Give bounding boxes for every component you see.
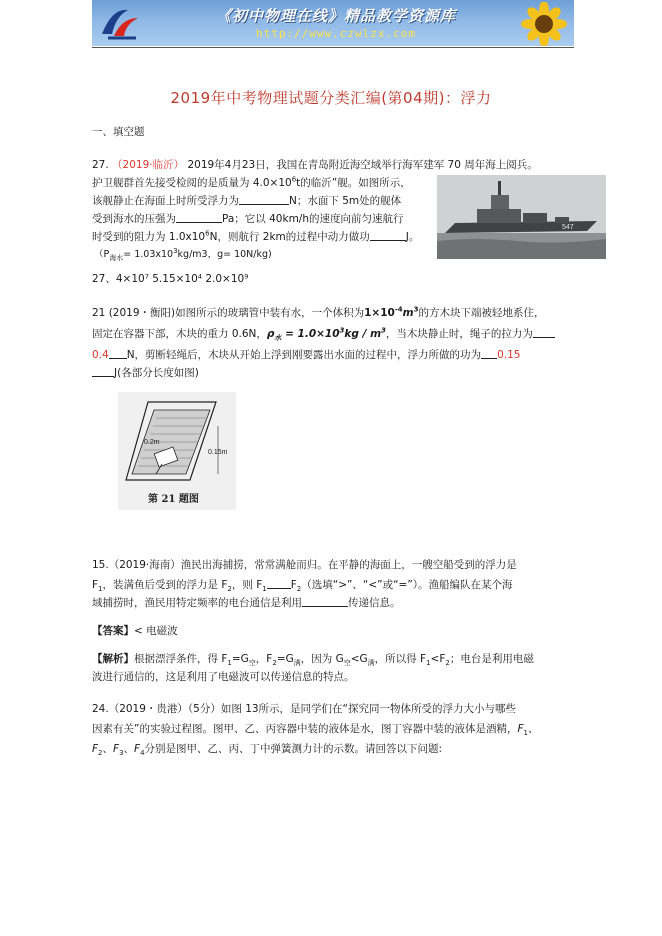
- q27-sub-6: 海水: [109, 253, 124, 262]
- q15-blank-1[interactable]: [267, 578, 291, 589]
- q27-answer: 27、4×10⁷ 5.15×10⁴ 2.0×10⁹: [92, 273, 249, 285]
- section-heading: 一、填空题: [92, 126, 145, 138]
- q21-line-2: [92, 327, 555, 341]
- q27-exp-2: 6: [291, 175, 297, 184]
- q27-text-5b: N，则航行 2km的过程中动力做功: [209, 231, 370, 243]
- answer-label: 【答案】: [92, 625, 134, 637]
- q15-blank-2[interactable]: [302, 596, 348, 607]
- figure-label-2: 0.15m: [208, 449, 228, 456]
- figure-label-1: 0.2m: [144, 439, 160, 446]
- q21-text-1b: 的方木块下端被轻地系住，: [418, 307, 545, 319]
- q15-line-1: 15.（2019·海南）渔民出海捕捞，常常满舱而归。在平静的海面上，一艘空船受到的浮力是: [92, 559, 517, 571]
- q21-blank-2b[interactable]: [92, 366, 114, 377]
- q15-analysis-2: 波进行通信的，这是利用了电磁波可以传递信息的特点。: [92, 671, 355, 683]
- q27-text-6b: = 1.03x10: [123, 249, 174, 260]
- q21-line-4: [92, 366, 199, 380]
- q27-text-5c: J。: [405, 231, 420, 243]
- q27-number: 27.: [92, 159, 109, 171]
- header-banner: [92, 0, 574, 46]
- header-rule: [92, 47, 574, 48]
- q27-text-3a: 该舰静止在海面上时所受浮力为: [92, 195, 239, 207]
- q27-text-3b: N；水面下 5m处的舰体: [289, 195, 402, 207]
- q27-blank-3[interactable]: [370, 230, 406, 241]
- page-title: 2019年中考物理试题分类汇编(第04期)：浮力: [170, 89, 492, 107]
- q24-line-2: 因素有关”的实验过程图。图甲、乙、丙容器中装的液体是水，图丁容器中装的液体是酒精，$F_1$、: [92, 723, 539, 738]
- site-title: 《初中物理在线》精品教学资源库: [215, 7, 456, 25]
- q21-text-1a: 21 (2019・衡阳)如图所示的玻璃管中装有水，一个体积为: [92, 307, 365, 319]
- q27-text-1: 2019年4月23日，我国在青岛附近海空域举行海军建军 70 周年海上阅兵。: [187, 159, 538, 171]
- q27-line-6: [94, 248, 272, 262]
- q21-blank-2[interactable]: [481, 348, 497, 359]
- q24-line-1: 24.（2019・贵港）（5分）如图 13所示，是同学们在“探究同一物体所受的浮力大小与哪些: [92, 703, 516, 715]
- q21-text-4: J(各部分长度如图): [114, 367, 199, 379]
- q27-text-4b: Pa；它以 40km/h的速度向前匀速航行: [222, 213, 404, 225]
- q27-blank-2[interactable]: [176, 212, 222, 223]
- site-url[interactable]: http://www.czwlzx.com: [255, 27, 417, 40]
- q27-source: （2019·临沂）: [112, 159, 185, 171]
- q27-text-5a: 时受到的阻力为 1.0x10: [92, 231, 206, 243]
- q27-text-2b: t的临沂”舰。如图所示，: [296, 177, 411, 189]
- q15-line-2: $F_1$，装满鱼后受到的浮力是 $F_2$，则 $F_1$ $F_2$（选填“>”、“<”或“=”）。渔船编队在某个海: [92, 579, 513, 594]
- q15-answer: [92, 624, 178, 638]
- q21-text-2a: 固定在容器下部，木块的重力 0.6N，: [92, 328, 267, 340]
- q27-line-4: [92, 212, 404, 226]
- q21-text-3a: N，剪断轻绳后，木块从开始上浮到刚要露出水面的过程中，浮力所做的功为: [126, 349, 482, 361]
- q27-text-2a: 护卫舰群首先接受检阅的是质量为 4.0×10: [92, 177, 292, 189]
- q21-blank-1[interactable]: [533, 327, 555, 338]
- q21-line-3: [92, 348, 520, 362]
- q27-text-6c: kg/m3，g= 10N/kg): [177, 249, 272, 260]
- q27-text-6a: （P: [94, 249, 110, 260]
- q27-text-4a: 受到海水的压强为: [92, 213, 176, 225]
- q21-blank-1b[interactable]: [109, 348, 127, 359]
- warship-photo: [437, 175, 606, 259]
- q27-exp-5: 6: [205, 229, 210, 238]
- q27-line-2: [92, 176, 411, 190]
- q21-text-2b: ，当木块静止时，绳子的拉力为: [385, 328, 533, 340]
- answer-text: < 电磁波: [134, 625, 178, 637]
- q27-line-1: [92, 158, 538, 172]
- svg-text:547: 547: [562, 224, 574, 231]
- q27-line-3: [92, 194, 401, 208]
- figure-caption: 第 21 题图: [148, 494, 199, 505]
- q27-exp-6: 3: [173, 246, 178, 255]
- q24-line-3: $F_2$、$F_3$、$F_4$分别是图甲、乙、丙、丁中弹簧测力计的示数。请回答以下问题:: [92, 743, 443, 758]
- q15-line-3: 域捕捞时，渔民用特定频率的电台通信是利用 传递信息。: [92, 597, 401, 609]
- site-logo-icon: [98, 4, 142, 42]
- q27-blank-1[interactable]: [239, 194, 289, 205]
- sunflower-icon: [518, 2, 570, 46]
- q21-answer-2: 0.15: [497, 349, 521, 361]
- figure-21-diagram: [118, 392, 236, 510]
- q21-line-1: [92, 306, 544, 320]
- q27-line-5: [92, 230, 419, 244]
- q21-answer-1: 0.4: [92, 349, 109, 361]
- analysis-label: 【解析】: [92, 653, 134, 665]
- q21-density: $\rho_水 = 1.0\times 10^3kg / m^3$: [266, 326, 386, 343]
- q15-analysis-1: 【解析】根据漂浮条件，得 $F_1=G_空$，$F_2=G_满$，因为 $G_空<G_满$，所以得 $F_1<F_2$；电台是利用电磁: [92, 653, 534, 668]
- q21-volume: $1\times 10^{-4}m^3$: [364, 305, 419, 319]
